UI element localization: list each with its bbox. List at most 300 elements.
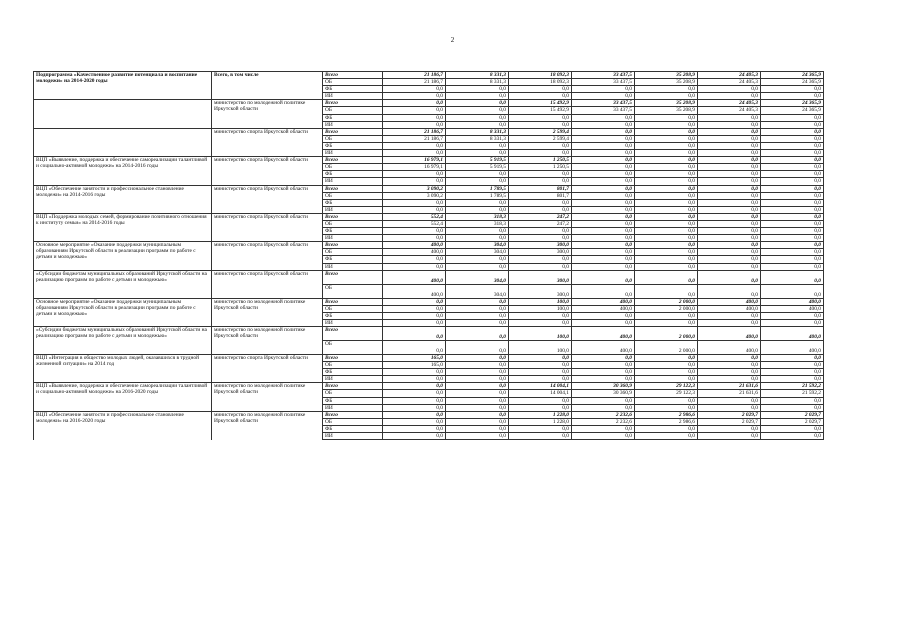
amount-cell: 0,0 (446, 199, 509, 206)
amount-cell: 0,0 (761, 150, 824, 157)
funding-table (33, 71, 824, 440)
amount-cell: 0,0 (698, 93, 761, 100)
amount-cell: 0,0 (446, 362, 509, 369)
funding-source-cell: ФБ (323, 228, 383, 235)
amount-cell: 0,0 (572, 284, 635, 298)
amount-cell: 0,0 (761, 114, 824, 121)
amount-cell: 0,0 (698, 263, 761, 270)
funding-source-cell: ИИ (323, 376, 383, 383)
amount-cell: 0,0 (698, 192, 761, 199)
amount-cell: 0,0 (383, 121, 446, 128)
table-row (34, 213, 824, 220)
funding-source-cell: ИИ (323, 404, 383, 411)
amount-cell: 0,0 (572, 355, 635, 362)
amount-cell: 0,0 (446, 397, 509, 404)
amount-cell: 0,0 (509, 235, 572, 242)
amount-cell: 0,0 (446, 305, 509, 312)
amount-cell: 35 208,9 (635, 100, 698, 107)
amount-cell: 0,0 (446, 425, 509, 432)
amount-cell: 0,0 (446, 206, 509, 213)
amount-cell: 16 979,1 (383, 164, 446, 171)
amount-cell: 0,0 (509, 312, 572, 319)
amount-cell: 0,0 (761, 404, 824, 411)
amount-cell: 0,0 (446, 107, 509, 114)
amount-cell: 0,0 (572, 192, 635, 199)
amount-cell: 0,0 (698, 235, 761, 242)
amount-cell: 0,0 (509, 362, 572, 369)
amount-cell: 0,0 (761, 376, 824, 383)
amount-cell: 0,0 (698, 185, 761, 192)
funding-source-cell: ФБ (323, 86, 383, 93)
amount-cell: 0,0 (572, 121, 635, 128)
amount-cell: 0,0 (509, 228, 572, 235)
amount-cell: 0,0 (635, 397, 698, 404)
amount-cell: 0,0 (761, 284, 824, 298)
amount-cell: 0,0 (572, 425, 635, 432)
amount-cell: 0,0 (446, 369, 509, 376)
activity-description: «Субсидии бюджетам муниципальных образований Иркутской области на реализацию программ по работе с детьми и молодежью» (34, 270, 212, 298)
amount-cell: 0,0 (572, 369, 635, 376)
funding-source-cell: ОБ (323, 79, 383, 86)
activity-description (34, 128, 212, 156)
amount-cell: 0,0 (761, 355, 824, 362)
amount-cell: 35 208,9 (635, 72, 698, 79)
amount-cell: 33 437,5 (572, 79, 635, 86)
table-row (34, 383, 824, 390)
amount-cell: 0,0 (761, 228, 824, 235)
amount-cell: 5 919,5 (446, 157, 509, 164)
amount-cell: 24 405,3 (698, 100, 761, 107)
amount-cell: 0,0 (383, 369, 446, 376)
amount-cell: 0,0 (698, 213, 761, 220)
funding-source-cell: ФБ (323, 171, 383, 178)
amount-cell: 24 405,3 (698, 79, 761, 86)
amount-cell: 0,0 (761, 425, 824, 432)
amount-cell: 0,0 (698, 206, 761, 213)
amount-cell: 0,0 (572, 319, 635, 326)
amount-cell: 0,0 (698, 157, 761, 164)
amount-cell: 0,0 (509, 86, 572, 93)
amount-cell: 0,0 (698, 319, 761, 326)
amount-cell: 0,0 (698, 369, 761, 376)
funding-source-cell: Всего (323, 355, 383, 362)
amount-cell: 0,0 (509, 93, 572, 100)
amount-cell: 0,0 (635, 404, 698, 411)
amount-cell: 0,0 (383, 383, 446, 390)
amount-cell: 0,0 (446, 418, 509, 425)
amount-cell: 0,0 (572, 220, 635, 227)
amount-cell: 0,0 (761, 242, 824, 249)
funding-source-cell: Всего (323, 128, 383, 135)
amount-cell: 300,0 (509, 284, 572, 298)
amount-cell: 0,0 (446, 319, 509, 326)
amount-cell: 0,0 (698, 128, 761, 135)
amount-cell: 0,0 (698, 121, 761, 128)
amount-cell: 2 029,7 (761, 411, 824, 418)
amount-cell: 18 092,3 (509, 79, 572, 86)
funding-source-cell: ФБ (323, 256, 383, 263)
amount-cell: 0,0 (446, 298, 509, 305)
table-row (34, 327, 824, 341)
amount-cell: 300,0 (509, 249, 572, 256)
amount-cell: 33 437,5 (572, 107, 635, 114)
amount-cell: 1 250,5 (509, 157, 572, 164)
amount-cell: 0,0 (572, 164, 635, 171)
amount-cell: 0,0 (572, 228, 635, 235)
amount-cell: 0,0 (572, 397, 635, 404)
funding-source-cell: ИИ (323, 263, 383, 270)
funding-source-cell: ОБ (323, 284, 383, 298)
amount-cell: 0,0 (635, 319, 698, 326)
amount-cell: 8 331,3 (446, 135, 509, 142)
table-row (34, 270, 824, 284)
amount-cell: 15 492,9 (509, 100, 572, 107)
table-row (34, 100, 824, 107)
executor-cell: министерство спорта Иркутской области (212, 128, 323, 156)
amount-cell: 0,0 (446, 228, 509, 235)
funding-source-cell: ФБ (323, 114, 383, 121)
amount-cell: 165,0 (383, 355, 446, 362)
amount-cell: 0,0 (509, 369, 572, 376)
amount-cell: 0,0 (383, 100, 446, 107)
funding-source-cell: Всего (323, 242, 383, 249)
amount-cell: 0,0 (635, 369, 698, 376)
amount-cell: 2 000,0 (635, 341, 698, 355)
amount-cell: 0,0 (509, 142, 572, 149)
amount-cell: 0,0 (383, 142, 446, 149)
amount-cell: 24 405,3 (698, 72, 761, 79)
amount-cell: 0,0 (698, 284, 761, 298)
amount-cell: 0,0 (698, 220, 761, 227)
amount-cell: 0,0 (761, 235, 824, 242)
amount-cell: 35 208,9 (635, 79, 698, 86)
amount-cell: 35 208,9 (635, 107, 698, 114)
amount-cell: 2 232,6 (572, 411, 635, 418)
table-row (34, 242, 824, 249)
amount-cell: 21 631,6 (698, 383, 761, 390)
amount-cell: 8 331,3 (446, 79, 509, 86)
executor-cell: Всего, в том числе (212, 72, 323, 100)
amount-cell: 0,0 (509, 355, 572, 362)
amount-cell: 0,0 (635, 185, 698, 192)
amount-cell: 2 029,7 (698, 411, 761, 418)
amount-cell: 0,0 (698, 164, 761, 171)
amount-cell: 400,0 (572, 341, 635, 355)
funding-source-cell: ОБ (323, 220, 383, 227)
amount-cell: 0,0 (635, 128, 698, 135)
amount-cell: 0,0 (698, 433, 761, 440)
amount-cell: 0,0 (572, 312, 635, 319)
amount-cell: 100,0 (509, 298, 572, 305)
amount-cell: 2 000,0 (635, 298, 698, 305)
funding-source-cell: ОБ (323, 418, 383, 425)
amount-cell: 0,0 (761, 433, 824, 440)
amount-cell: 0,0 (635, 433, 698, 440)
amount-cell: 0,0 (635, 199, 698, 206)
amount-cell: 0,0 (446, 142, 509, 149)
amount-cell: 0,0 (509, 263, 572, 270)
amount-cell: 0,0 (572, 135, 635, 142)
amount-cell: 0,0 (383, 390, 446, 397)
amount-cell: 400,0 (761, 305, 824, 312)
amount-cell: 0,0 (635, 171, 698, 178)
amount-cell: 24 365,9 (761, 100, 824, 107)
amount-cell: 300,0 (509, 242, 572, 249)
amount-cell: 0,0 (635, 284, 698, 298)
amount-cell: 400,0 (572, 327, 635, 341)
funding-source-cell: ОБ (323, 249, 383, 256)
amount-cell: 24 365,9 (761, 107, 824, 114)
amount-cell: 0,0 (698, 114, 761, 121)
amount-cell: 0,0 (509, 114, 572, 121)
amount-cell: 14 004,1 (509, 390, 572, 397)
amount-cell: 1 250,5 (509, 164, 572, 171)
amount-cell: 0,0 (446, 263, 509, 270)
amount-cell: 0,0 (572, 362, 635, 369)
amount-cell: 0,0 (761, 142, 824, 149)
amount-cell: 0,0 (572, 263, 635, 270)
amount-cell: 16 979,1 (383, 157, 446, 164)
amount-cell: 0,0 (383, 235, 446, 242)
amount-cell: 2 232,6 (572, 418, 635, 425)
amount-cell: 0,0 (698, 228, 761, 235)
funding-source-cell: ОБ (323, 164, 383, 171)
amount-cell: 400,0 (761, 327, 824, 341)
executor-cell: министерство спорта Иркутской области (212, 242, 323, 270)
table-row (34, 72, 824, 79)
amount-cell: 0,0 (761, 312, 824, 319)
amount-cell: 0,0 (572, 376, 635, 383)
funding-source-cell: Всего (323, 157, 383, 164)
amount-cell: 0,0 (635, 135, 698, 142)
amount-cell: 0,0 (761, 256, 824, 263)
amount-cell: 0,0 (761, 397, 824, 404)
amount-cell: 0,0 (509, 199, 572, 206)
amount-cell: 0,0 (383, 298, 446, 305)
amount-cell: 0,0 (509, 433, 572, 440)
amount-cell: 0,0 (509, 121, 572, 128)
amount-cell: 0,0 (761, 213, 824, 220)
funding-source-cell: ИИ (323, 93, 383, 100)
amount-cell: 801,7 (509, 192, 572, 199)
funding-source-cell: ОБ (323, 192, 383, 199)
amount-cell: 0,0 (761, 185, 824, 192)
amount-cell: 0,0 (572, 128, 635, 135)
amount-cell: 8 331,3 (446, 128, 509, 135)
table-row (34, 298, 824, 305)
amount-cell: 0,0 (698, 150, 761, 157)
amount-cell: 0,0 (383, 178, 446, 185)
amount-cell: 0,0 (572, 142, 635, 149)
funding-source-cell: ОБ (323, 305, 383, 312)
amount-cell: 0,0 (635, 228, 698, 235)
amount-cell: 165,0 (383, 362, 446, 369)
amount-cell: 0,0 (635, 178, 698, 185)
amount-cell: 0,0 (572, 213, 635, 220)
amount-cell: 400,0 (572, 298, 635, 305)
amount-cell: 304,0 (446, 242, 509, 249)
amount-cell: 0,0 (698, 242, 761, 249)
amount-cell: 0,0 (383, 107, 446, 114)
amount-cell: 0,0 (383, 327, 446, 341)
amount-cell: 0,0 (446, 376, 509, 383)
amount-cell: 0,0 (635, 249, 698, 256)
funding-table-body (34, 72, 824, 440)
amount-cell: 304,0 (446, 249, 509, 256)
amount-cell: 14 004,1 (509, 383, 572, 390)
amount-cell: 0,0 (383, 263, 446, 270)
amount-cell: 0,0 (383, 228, 446, 235)
amount-cell: 2 599,4 (509, 135, 572, 142)
activity-description: Основное мероприятие «Оказание поддержки муниципальным образованиям Иркутской области в реализации программ по работе с детьми и молодежью» (34, 298, 212, 326)
funding-source-cell: Всего (323, 270, 383, 284)
executor-cell: министерство спорта Иркутской области (212, 157, 323, 185)
amount-cell: 400,0 (383, 242, 446, 249)
amount-cell: 0,0 (446, 121, 509, 128)
activity-description (34, 100, 212, 128)
amount-cell: 0,0 (446, 171, 509, 178)
amount-cell: 21 592,2 (761, 390, 824, 397)
amount-cell: 0,0 (761, 128, 824, 135)
amount-cell: 400,0 (383, 270, 446, 284)
amount-cell: 0,0 (698, 256, 761, 263)
amount-cell: 0,0 (383, 376, 446, 383)
amount-cell: 0,0 (635, 150, 698, 157)
amount-cell: 0,0 (446, 327, 509, 341)
amount-cell: 0,0 (761, 192, 824, 199)
amount-cell: 0,0 (383, 199, 446, 206)
amount-cell: 2 000,0 (635, 327, 698, 341)
amount-cell: 0,0 (761, 369, 824, 376)
amount-cell: 304,0 (446, 270, 509, 284)
amount-cell: 0,0 (635, 362, 698, 369)
amount-cell: 0,0 (761, 86, 824, 93)
funding-source-cell: Всего (323, 213, 383, 220)
amount-cell: 30 360,9 (572, 383, 635, 390)
amount-cell: 400,0 (698, 298, 761, 305)
amount-cell: 0,0 (635, 270, 698, 284)
amount-cell: 0,0 (509, 397, 572, 404)
executor-cell: министерство спорта Иркутской области (212, 355, 323, 383)
amount-cell: 0,0 (635, 263, 698, 270)
amount-cell: 0,0 (761, 263, 824, 270)
amount-cell: 0,0 (383, 397, 446, 404)
amount-cell: 0,0 (509, 425, 572, 432)
amount-cell: 0,0 (572, 199, 635, 206)
table-row (34, 185, 824, 192)
amount-cell: 29 122,3 (635, 383, 698, 390)
activity-description: ВЦП «Выявление, поддержка и обеспечение самореализации талантливой и социально-активной молодежи» на 2016-2020 годы (34, 383, 212, 411)
amount-cell: 400,0 (761, 341, 824, 355)
funding-source-cell: Всего (323, 411, 383, 418)
table-row (34, 355, 824, 362)
amount-cell: 0,0 (761, 135, 824, 142)
amount-cell: 0,0 (761, 319, 824, 326)
amount-cell: 0,0 (446, 178, 509, 185)
table-row (34, 411, 824, 418)
amount-cell: 300,0 (509, 270, 572, 284)
amount-cell: 2 986,6 (635, 411, 698, 418)
funding-source-cell: ИИ (323, 206, 383, 213)
funding-source-cell: Всего (323, 72, 383, 79)
amount-cell: 0,0 (509, 150, 572, 157)
amount-cell: 29 122,3 (635, 390, 698, 397)
amount-cell: 0,0 (509, 319, 572, 326)
amount-cell: 100,0 (509, 341, 572, 355)
amount-cell: 0,0 (698, 178, 761, 185)
amount-cell: 0,0 (383, 305, 446, 312)
amount-cell: 0,0 (383, 206, 446, 213)
amount-cell: 2 029,7 (698, 418, 761, 425)
amount-cell: 400,0 (698, 341, 761, 355)
activity-description: ВЦП «Поддержка молодых семей, формирование позитивного отношения к институту семьи» на 2014-2016 годы (34, 213, 212, 241)
amount-cell: 21 186,7 (383, 79, 446, 86)
amount-cell: 0,0 (572, 256, 635, 263)
funding-source-cell: ФБ (323, 142, 383, 149)
amount-cell: 0,0 (383, 433, 446, 440)
amount-cell: 304,0 (446, 284, 509, 298)
funding-source-cell: Всего (323, 327, 383, 341)
amount-cell: 21 631,6 (698, 390, 761, 397)
amount-cell: 400,0 (698, 327, 761, 341)
amount-cell: 400,0 (383, 249, 446, 256)
amount-cell: 0,0 (383, 341, 446, 355)
amount-cell: 0,0 (635, 235, 698, 242)
amount-cell: 0,0 (446, 390, 509, 397)
amount-cell: 0,0 (572, 249, 635, 256)
amount-cell: 400,0 (761, 298, 824, 305)
funding-source-cell: ФБ (323, 397, 383, 404)
activity-description: ВЦП «Интеграция в общество молодых людей, оказавшихся в трудной жизненной ситуации» на 2014 год (34, 355, 212, 383)
amount-cell: 0,0 (761, 171, 824, 178)
amount-cell: 0,0 (761, 270, 824, 284)
amount-cell: 1 789,5 (446, 192, 509, 199)
executor-cell: министерство спорта Иркутской области (212, 270, 323, 298)
amount-cell: 2 986,6 (635, 418, 698, 425)
amount-cell: 0,0 (635, 213, 698, 220)
amount-cell: 0,0 (572, 185, 635, 192)
amount-cell: 0,0 (635, 242, 698, 249)
amount-cell: 33 437,5 (572, 72, 635, 79)
activity-description: «Субсидии бюджетам муниципальных образований Иркутской области на реализацию программ по работе с детьми и молодежью» (34, 327, 212, 355)
amount-cell: 318,3 (446, 213, 509, 220)
activity-description: Подпрограмма «Качественное развитие потенциала и воспитание молодежи» на 2014-2020 годы (34, 72, 212, 100)
amount-cell: 0,0 (635, 376, 698, 383)
funding-source-cell: ИИ (323, 121, 383, 128)
activity-description: ВЦП «Выявление, поддержка и обеспечение самореализации талантливой и социально-активной молодежи» на 2014-2016 годы (34, 157, 212, 185)
amount-cell: 0,0 (635, 192, 698, 199)
amount-cell: 0,0 (698, 425, 761, 432)
amount-cell: 0,0 (383, 312, 446, 319)
amount-cell: 0,0 (446, 355, 509, 362)
amount-cell: 801,7 (509, 185, 572, 192)
amount-cell: 21 186,7 (383, 72, 446, 79)
funding-source-cell: ИИ (323, 150, 383, 157)
amount-cell: 5 919,5 (446, 164, 509, 171)
activity-description: Основное мероприятие «Оказание поддержки муниципальным образованиям Иркутской области в реализации программ по работе с детьми и молодежью» (34, 242, 212, 270)
amount-cell: 400,0 (698, 305, 761, 312)
amount-cell: 0,0 (446, 404, 509, 411)
amount-cell: 0,0 (446, 341, 509, 355)
amount-cell: 0,0 (635, 256, 698, 263)
amount-cell: 1 228,0 (509, 411, 572, 418)
amount-cell: 400,0 (572, 305, 635, 312)
executor-cell: министерство спорта Иркутской области (212, 185, 323, 213)
amount-cell: 0,0 (761, 362, 824, 369)
amount-cell: 318,3 (446, 220, 509, 227)
amount-cell: 0,0 (698, 397, 761, 404)
table-row (34, 128, 824, 135)
